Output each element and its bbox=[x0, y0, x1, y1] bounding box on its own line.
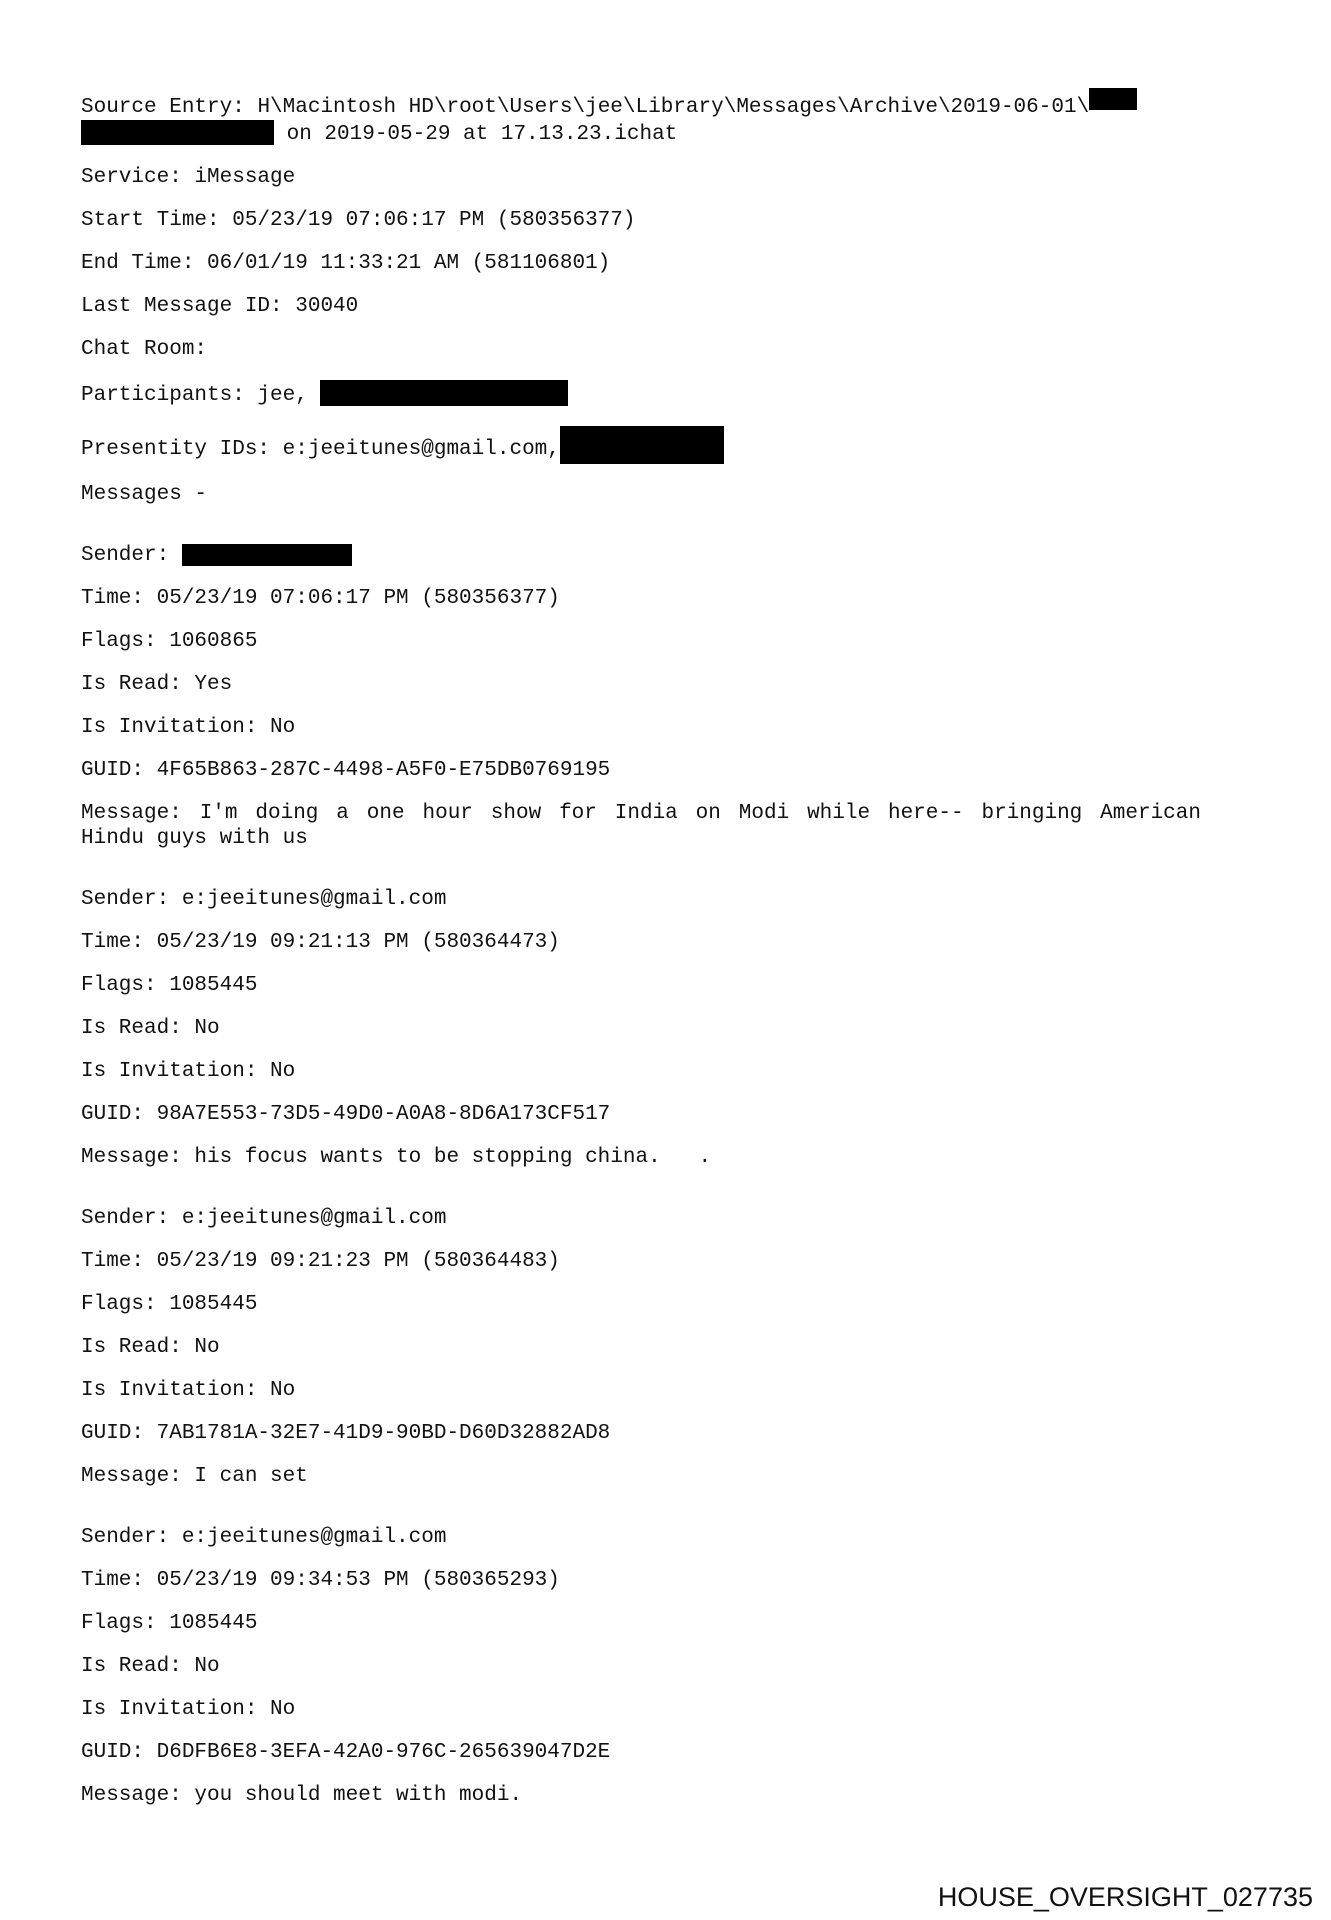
sender-line bbox=[81, 543, 1231, 568]
is-invitation-line: Is Invitation: No bbox=[81, 1379, 296, 1402]
is-read-line: Is Read: No bbox=[81, 1336, 220, 1359]
presentity-ids-text: Presentity IDs: e:jeeitunes@gmail.com, bbox=[81, 438, 560, 461]
is-read-line: Is Read: No bbox=[81, 1017, 220, 1040]
redaction-box bbox=[1089, 88, 1137, 110]
message-record bbox=[81, 543, 1231, 851]
message-line: Message: you should meet with modi. bbox=[81, 1784, 523, 1807]
sender-line: Sender: e:jeeitunes@gmail.com bbox=[81, 1207, 447, 1230]
flags-line: Flags: 1085445 bbox=[81, 1293, 258, 1316]
last-message-id-line: Last Message ID: 30040 bbox=[81, 295, 359, 318]
service-line: Service: iMessage bbox=[81, 166, 296, 189]
redaction-box bbox=[182, 544, 352, 566]
sender-line: Sender: e:jeeitunes@gmail.com bbox=[81, 888, 447, 911]
message-record bbox=[81, 1206, 1231, 1489]
redaction-box bbox=[560, 426, 724, 464]
source-entry-label: Source Entry: bbox=[81, 96, 245, 119]
guid-line: GUID: 4F65B863-287C-4498-A5F0-E75DB0769195 bbox=[81, 759, 611, 782]
flags-line: Flags: 1085445 bbox=[81, 1612, 258, 1635]
is-invitation-line: Is Invitation: No bbox=[81, 1060, 296, 1083]
is-invitation-line: Is Invitation: No bbox=[81, 716, 296, 739]
message-record bbox=[81, 887, 1231, 1170]
guid-line: GUID: 98A7E553-73D5-49D0-A0A8-8D6A173CF517 bbox=[81, 1103, 611, 1126]
message-record bbox=[81, 1525, 1231, 1808]
chat-room-line: Chat Room: bbox=[81, 338, 208, 361]
flags-line: Flags: 1085445 bbox=[81, 974, 258, 997]
source-entry-line bbox=[81, 88, 1231, 120]
redaction-box bbox=[81, 120, 274, 145]
sender-line: Sender: e:jeeitunes@gmail.com bbox=[81, 1526, 447, 1549]
time-line: Time: 05/23/19 09:21:13 PM (580364473) bbox=[81, 931, 560, 954]
guid-line: GUID: D6DFB6E8-3EFA-42A0-976C-265639047D2E bbox=[81, 1741, 611, 1764]
participants-text: Participants: jee, bbox=[81, 384, 308, 407]
messages-label-line: Messages - bbox=[81, 483, 208, 506]
redaction-box bbox=[320, 380, 568, 406]
sender-text: Sender: bbox=[81, 544, 170, 567]
is-read-line: Is Read: No bbox=[81, 1655, 220, 1678]
source-entry-path: H\Macintosh HD\root\Users\jee\Library\Messages\Archive\2019-06-01\ bbox=[257, 96, 1090, 119]
document-page bbox=[81, 88, 1231, 1826]
source-entry-line-2 bbox=[81, 120, 1231, 147]
flags-line: Flags: 1060865 bbox=[81, 630, 258, 653]
presentity-ids-line bbox=[81, 426, 1231, 464]
is-read-line: Is Read: Yes bbox=[81, 673, 233, 696]
end-time-line: End Time: 06/01/19 11:33:21 AM (581106801) bbox=[81, 252, 611, 275]
time-line: Time: 05/23/19 09:34:53 PM (580365293) bbox=[81, 1569, 560, 1592]
start-time-line: Start Time: 05/23/19 07:06:17 PM (580356377) bbox=[81, 209, 636, 232]
bates-number: HOUSE_OVERSIGHT_027735 bbox=[937, 1882, 1313, 1912]
message-line: Message: I can set bbox=[81, 1465, 308, 1488]
is-invitation-line: Is Invitation: No bbox=[81, 1698, 296, 1721]
message-line: Message: I'm doing a one hour show for India on Modi while here-- bringing American Hindu guys with us bbox=[81, 802, 1214, 850]
time-line: Time: 05/23/19 07:06:17 PM (580356377) bbox=[81, 587, 560, 610]
source-entry-suffix: on 2019-05-29 at 17.13.23.ichat bbox=[286, 123, 678, 146]
participants-line bbox=[81, 380, 1231, 408]
guid-line: GUID: 7AB1781A-32E7-41D9-90BD-D60D32882AD8 bbox=[81, 1422, 611, 1445]
message-line: Message: his focus wants to be stopping china. . bbox=[81, 1146, 712, 1169]
time-line: Time: 05/23/19 09:21:23 PM (580364483) bbox=[81, 1250, 560, 1273]
